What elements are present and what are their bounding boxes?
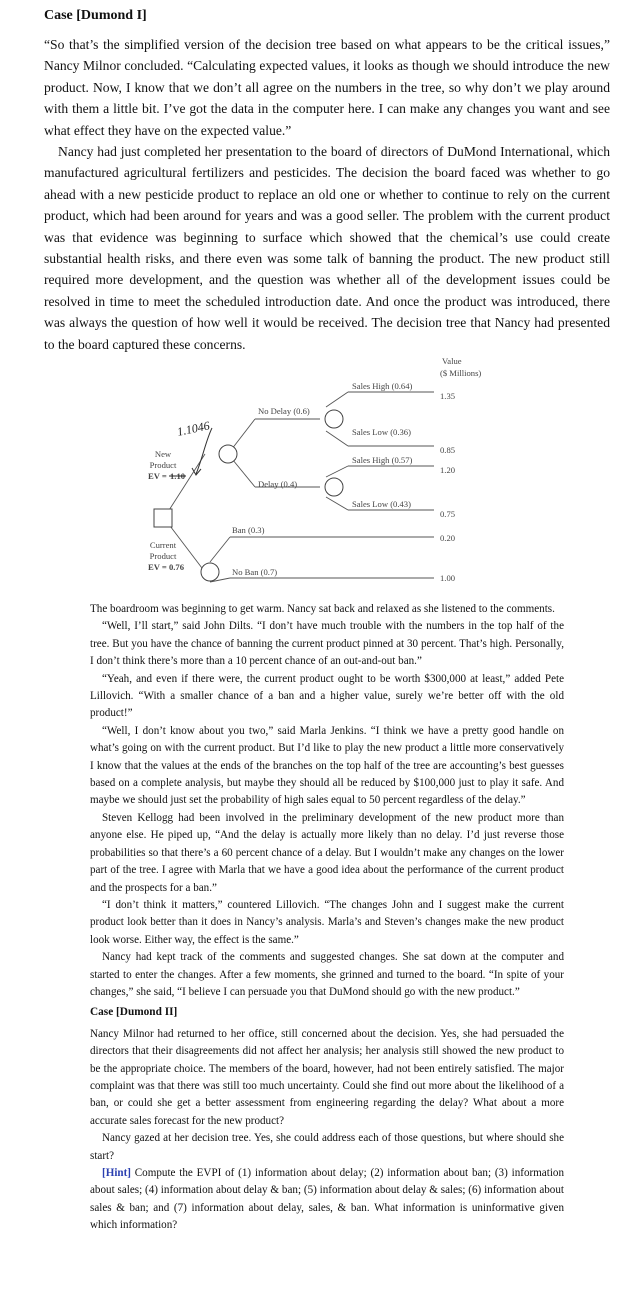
case-1-discussion — [90, 601, 564, 1235]
value-header-units: ($ Millions) — [440, 368, 482, 378]
chance-node-ban — [201, 563, 219, 581]
label-sales-low-b: Sales Low (0.43) — [352, 499, 411, 509]
label-current-product: Current — [149, 540, 177, 550]
hint-paragraph — [90, 1165, 564, 1235]
value-header: Value — [442, 356, 462, 366]
label-current-product-ev: EV = 0.76 — [148, 562, 185, 572]
chance-node-sales-b — [325, 478, 343, 496]
paragraph: The boardroom was beginning to get warm. Nancy sat back and relaxed as she listened to the comments. — [90, 603, 555, 615]
payoff-value: 0.20 — [440, 533, 456, 543]
case-2-heading: Case [Dumond II] — [90, 1006, 178, 1019]
paragraph: “Well, I don’t know about you two,” said Marla Jenkins. “I think we have a pretty good handle on what’s going on with the current product. But I’d like to play the new product a little more conservatively I know that the values at the ends of the branches on the top half of the tree are accounting’s best guesses based on a complete analysis, but maybe they should all be reduced by $100,000 just to play it safe. And maybe we should just set the probability of high sales equal to 50 percent regardless of the delay.” — [90, 724, 564, 807]
paragraph: Nancy had just completed her presentation to the board of directors of DuMond International, which manufactured agricultural fertilizers and pesticides. The decision the board faced was whether to go ahead with a new pesticide product to replace an old one or whether to continue to rely on the current product, which had been around for years and was a good seller. The problem with the current product was that evidence was beginning to surface which showed that the chemical’s use could create substantial health risks, and there even was some talk of banning the product. The new product still required more development, and the question was whether all of the development issues could be resolved in time to meet the scheduled introduction date. And once the product was introduced, there was always the question of how well it would be received. The decision tree that Nancy had presented to the board captured these concerns. — [44, 144, 610, 352]
label-new-product-ev: EV = — [148, 471, 167, 481]
decision-tree-figure — [0, 350, 642, 590]
label-new-product: Product — [149, 460, 177, 470]
paragraph: “So that’s the simplified version of the decision tree based on what appears to be the critical issues,” Nancy Milnor concluded. “Calculating expected values, it looks as though we should introduce the new product. Now, I know that we don’t all agree on the numbers in the tree, so why don’t we play around with them a little bit. I’ve got the data in the computer here. I can make any changes you want and see what effect they have on the expected value.” — [44, 37, 610, 138]
label-sales-low-a: Sales Low (0.36) — [352, 427, 411, 437]
payoff-value: 0.75 — [440, 509, 456, 519]
paragraph: “Yeah, and even if there were, the current product ought to be worth $300,000 at least,” added Pete Lillovich. “With a smaller chance of a ban and a higher value, surely we’re better off with the old product!” — [90, 672, 564, 720]
payoff-value: 1.00 — [440, 573, 456, 583]
label-current-product: Product — [149, 551, 177, 561]
payoff-value: 1.20 — [440, 465, 456, 475]
payoff-value: 0.85 — [440, 445, 456, 455]
label-no-delay: No Delay (0.6) — [258, 406, 310, 416]
label-new-product-ev-struck: 1.10 — [170, 471, 186, 481]
label-no-ban: No Ban (0.7) — [232, 567, 278, 577]
handwritten-ev: 1.1046 — [175, 418, 211, 439]
paragraph: “I don’t think it matters,” countered Lillovich. “The changes John and I suggest make the current product look better than it does in Nancy’s analysis. Marla’s and Steven’s changes make the new product look worse. Either way, the effect is the same.” — [90, 898, 564, 946]
label-ban: Ban (0.3) — [232, 525, 265, 535]
case-1-heading: Case [Dumond I] — [44, 8, 147, 23]
payoff-value: 1.35 — [440, 391, 456, 401]
paragraph: “Well, I’ll start,” said John Dilts. “I don’t have much trouble with the numbers in the top half of the tree. But you have the chance of banning the current product pinned at 30 percent. That’s high. Personally, I don’t think there’s more than a 10 percent chance of an out-and-out ban.” — [90, 620, 564, 668]
paragraph: Nancy gazed at her decision tree. Yes, she could address each of those questions, but where should she start? — [90, 1132, 564, 1162]
chance-node-sales-a — [325, 410, 343, 428]
case-1-intro — [44, 34, 610, 355]
chance-node-delay — [219, 445, 237, 463]
hint-text: Compute the EVPI of (1) information about delay; (2) information about ban; (3) information about sales; (4) information about delay & ban; (5) information about delay & sales; (6) information about sales & ban; and (7) information about delay, sales, & ban. What information is uninformative given which information? — [90, 1167, 564, 1232]
handwritten-arrow — [196, 428, 212, 474]
label-sales-high-b: Sales High (0.57) — [352, 455, 413, 465]
decision-node — [154, 509, 172, 527]
hint-label: [Hint] — [102, 1167, 131, 1179]
paragraph: Steven Kellogg had been involved in the preliminary development of the new product more than anyone else. He piped up, “And the delay is actually more likely than no delay. I’d just reverse those probabilities so that there’s a 60 percent chance of a delay. But I wouldn’t make any changes on the lower part of the tree. I agree with Marla that we have a good idea about the performance of the current product and the prospects for a ban.” — [90, 811, 564, 894]
paragraph: Nancy had kept track of the comments and suggested changes. She sat down at the computer and started to enter the changes. After a few moments, she grinned and turned to the board. “In spite of your changes,” she said, “I believe I can persuade you that DuMond should go with the new product.” — [90, 951, 564, 998]
label-sales-high-a: Sales High (0.64) — [352, 381, 413, 391]
label-new-product: New — [154, 449, 172, 459]
paragraph: Nancy Milnor had returned to her office, still concerned about the decision. Yes, she had persuaded the directors that their disagreements did not affect her analysis; her analysis still showed the new product to be the appropriate choice. The members of the board, however, had not been entirely satisfied. The major complaint was that there was still too much uncertainty. Could she find out more about the likelihood of a ban, or could she get a better assessment from engineering regarding the delay? What about a more accurate sales forecast for the new product? — [90, 1027, 564, 1127]
label-delay: Delay (0.4) — [258, 479, 298, 489]
